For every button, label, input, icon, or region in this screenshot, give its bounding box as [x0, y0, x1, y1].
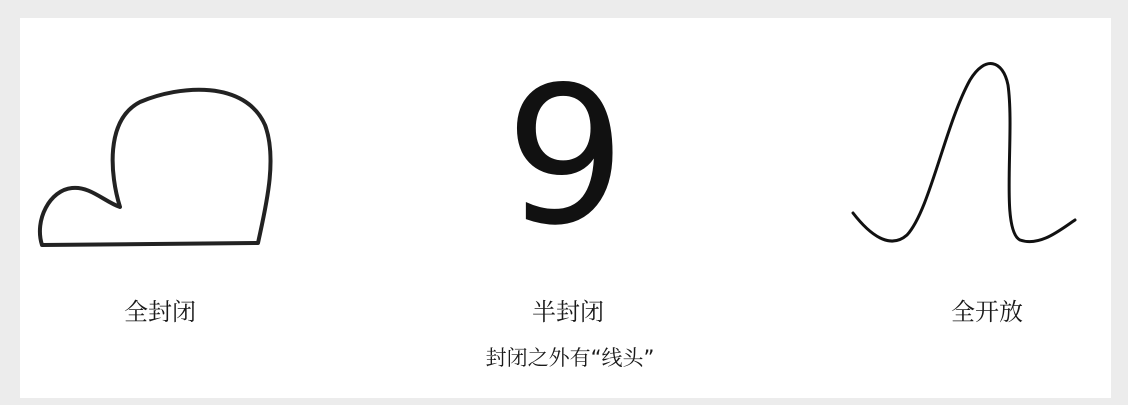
closed-blob-shape-icon: [30, 80, 280, 260]
open-curve-shape-icon: [845, 55, 1085, 255]
label-fully-closed: 全封闭: [124, 298, 196, 326]
digit-nine-glyph: 9: [505, 46, 626, 267]
semi-closed-note: 封闭之外有“线头”: [485, 346, 655, 370]
label-semi-closed: 半封闭: [532, 298, 604, 326]
label-fully-open: 全开放: [951, 298, 1023, 326]
